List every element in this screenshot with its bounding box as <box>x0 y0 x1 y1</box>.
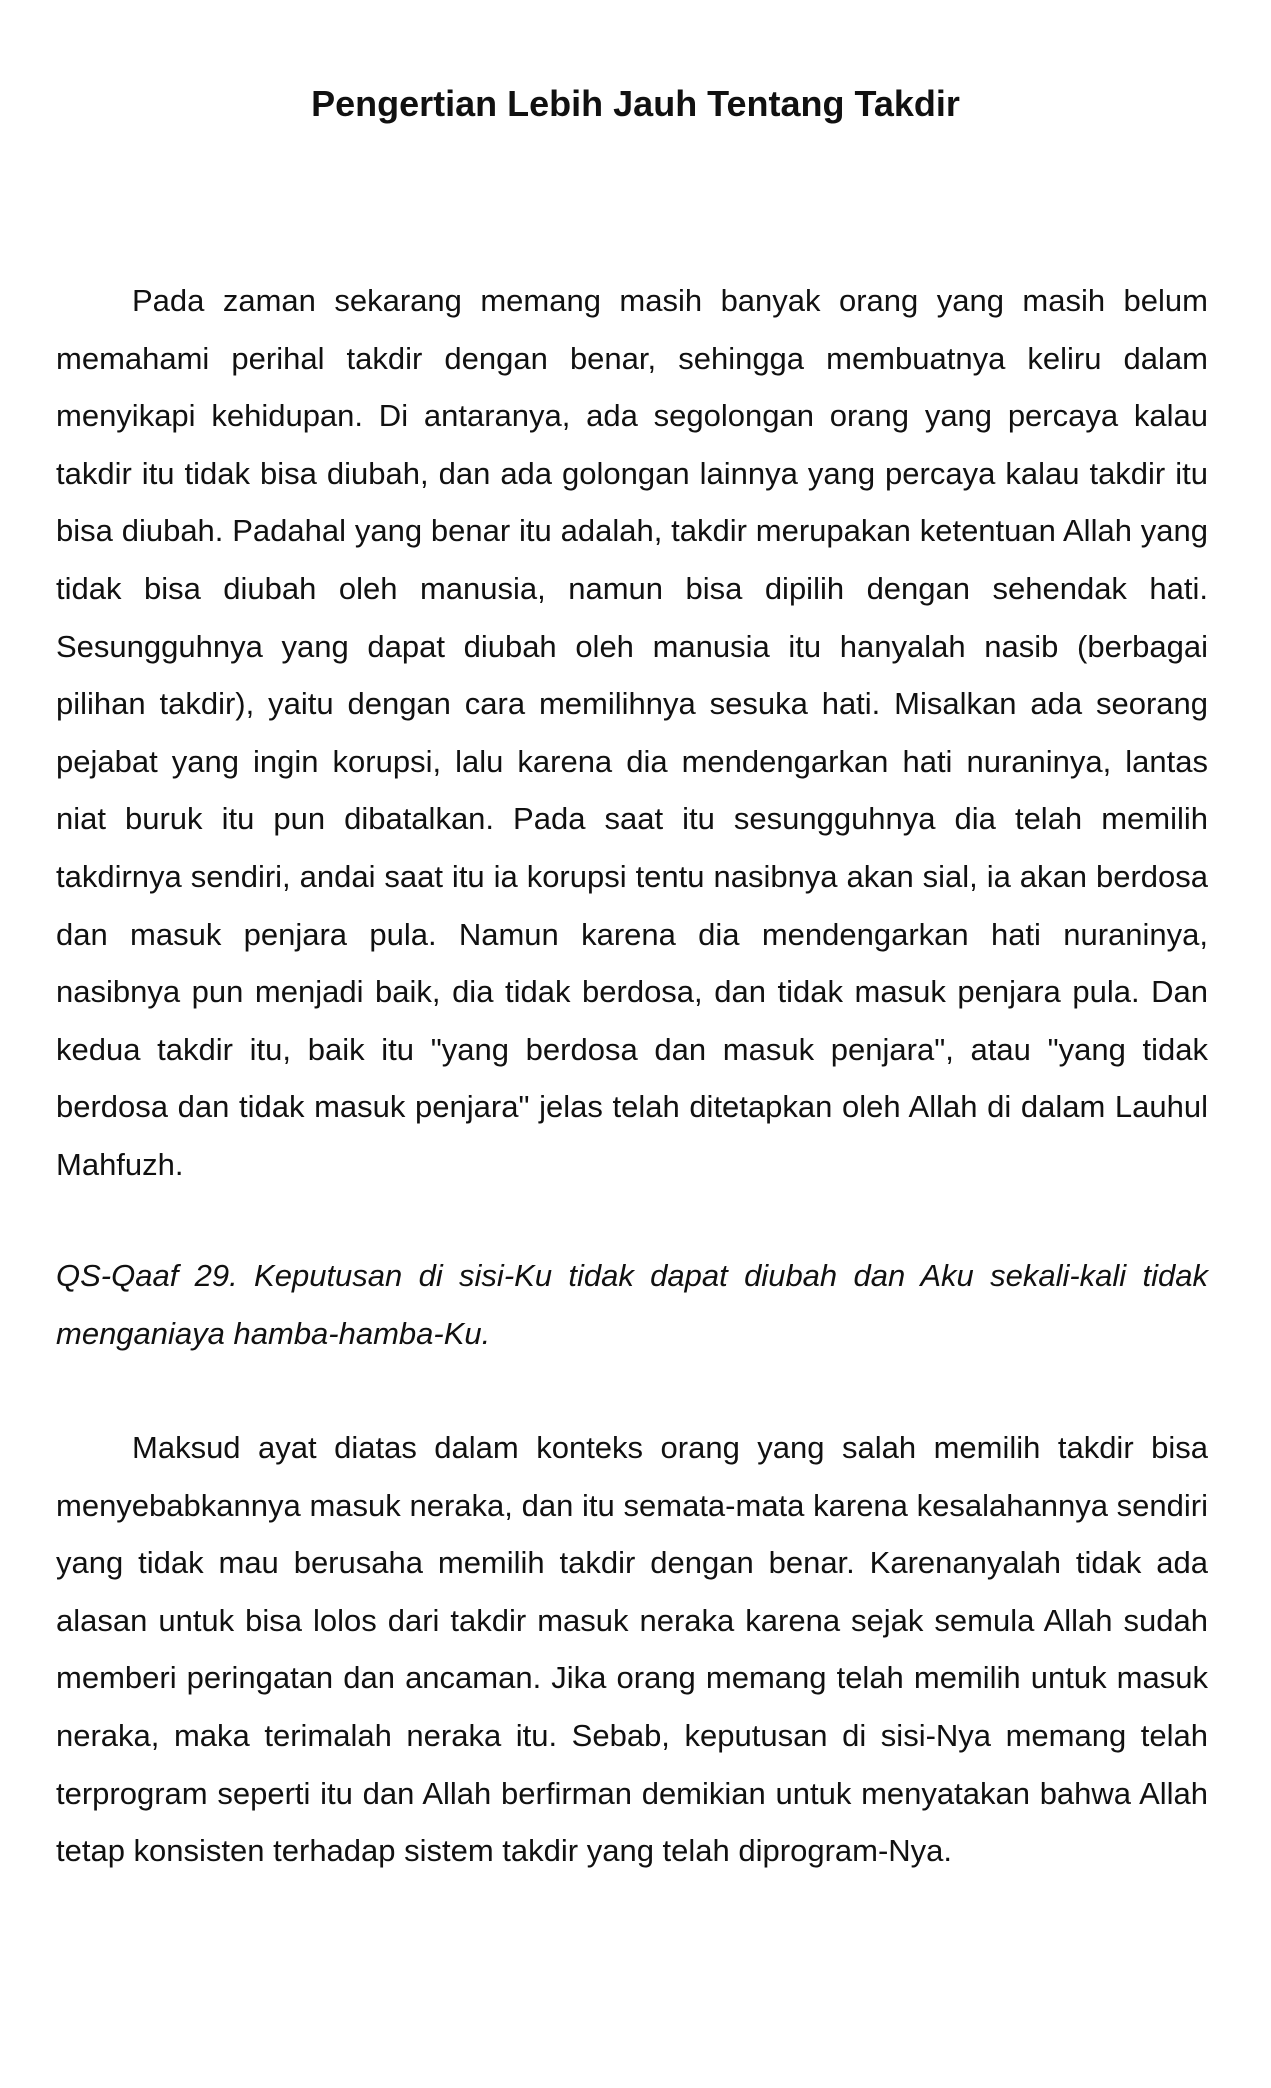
paragraph-explanation: Maksud ayat diatas dalam konteks orang yang salah memilih takdir bisa menyebabkannya masuk neraka, dan itu semata-mata karena kesalahannya sendiri yang tidak mau berusaha memilih takdir dengan benar. Karenanyalah tidak ada alasan untuk bisa lolos dari takdir masuk neraka karena sejak semula Allah sudah memberi peringatan dan ancaman. Jika orang memang telah memilih untuk masuk neraka, maka terimalah neraka itu. Sebab, keputusan di sisi-Nya memang telah terprogram seperti itu dan Allah berfirman demikian untuk menyatakan bahwa Allah tetap konsisten terhadap sistem takdir yang telah diprogram-Nya. <box>56 1430 1208 1869</box>
document-title: Pengertian Lebih Jauh Tentang Takdir <box>311 83 960 124</box>
paragraph-intro: Pada zaman sekarang memang masih banyak orang yang masih belum memahami perihal takdir dengan benar, sehingga membuatnya keliru dalam menyikapi kehidupan. Di antaranya, ada segolongan orang yang percaya kalau takdir itu tidak bisa diubah, dan ada golongan lainnya yang percaya kalau takdir itu bisa diubah. Padahal yang benar itu adalah, takdir merupakan ketentuan Allah yang tidak bisa diubah oleh manusia, namun bisa dipilih dengan sehendak hati. Sesungguhnya yang dapat diubah oleh manusia itu hanyalah nasib (berbagai pilihan takdir), yaitu dengan cara memilihnya sesuka hati. Misalkan ada seorang pejabat yang ingin korupsi, lalu karena dia mendengarkan hati nuraninya, lantas niat buruk itu pun dibatalkan. Pada saat itu sesungguhnya dia telah memilih takdirnya sendiri, andai saat itu ia korupsi tentu nasibnya akan sial, ia akan berdosa dan masuk penjara pula. Namun karena dia mendengarkan hati nuraninya, nasibnya pun menjadi baik, dia tidak berdosa, dan tidak masuk penjara pula. Dan kedua takdir itu, baik itu "yang berdosa dan masuk penjara", atau "yang tidak berdosa dan tidak masuk penjara" jelas telah ditetapkan oleh Allah di dalam Lauhul Mahfuzh. <box>56 283 1208 1182</box>
quran-verse-quote: QS-Qaaf 29. Keputusan di sisi-Ku tidak dapat diubah dan Aku sekali-kali tidak menganiaya hamba-hamba-Ku. <box>56 1258 1208 1351</box>
